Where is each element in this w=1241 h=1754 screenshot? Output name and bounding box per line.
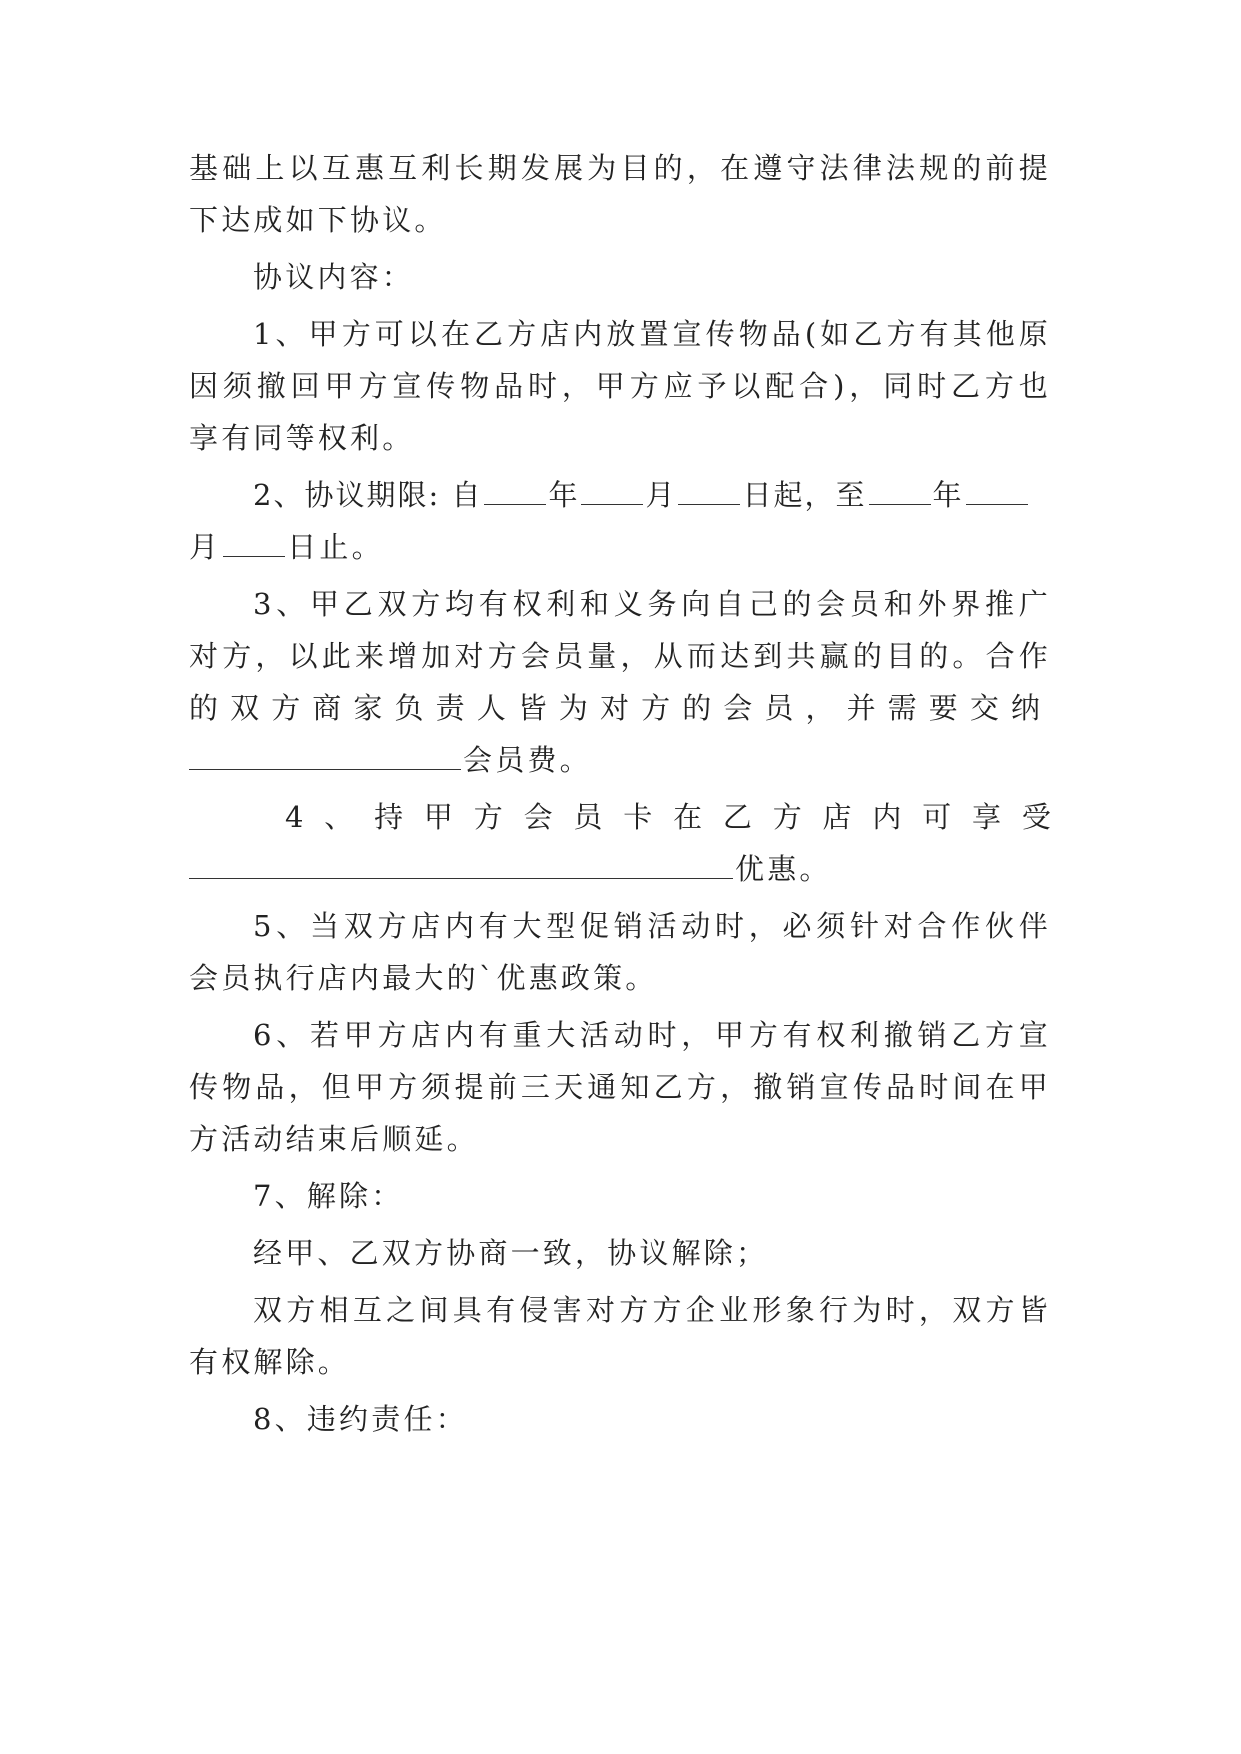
clause-3-line: 3、甲乙双方均有权利和义务向自己的会员和外界推广 [253,587,1051,621]
month-start-blank [581,476,643,505]
day-to-label: 日止。 [287,530,384,564]
char: 受 [1021,800,1051,834]
year-end-blank [869,476,931,505]
clause-3-line: 的双方商家负责人皆为对方的会员，并需要交纳 [189,691,1051,725]
month-label: 月 [189,530,222,564]
year-label: 年 [932,478,964,512]
char: 、 [324,800,354,834]
clause-2-line [253,475,1051,515]
clause-6-line: 传物品，但甲方须提前三天通知乙方，撤销宣传品时间在甲 [189,1070,1051,1104]
char: 4 [285,800,304,834]
year-start-blank [484,476,546,505]
clause-2-line [189,527,1051,567]
day-from-label: 日起，至 [742,478,867,512]
day-end-blank [223,528,285,557]
char: 可 [922,800,952,834]
char: 员 [573,800,603,834]
clause-1-line: 因须撤回甲方宣传物品时，甲方应予以配合)，同时乙方也 [189,369,1051,403]
char: 持 [374,800,404,834]
clause-3-line: 对方，以此来增加对方会员量，从而达到共赢的目的。合作 [189,639,1051,673]
clause-7-line: 双方相互之间具有侵害对方方企业形象行为时，双方皆 [253,1293,1051,1327]
clause-1-line: 1、甲方可以在乙方店内放置宣传物品(如乙方有其他原 [253,317,1051,351]
membership-fee-label: 会员费。 [463,743,592,777]
clause-8-heading: 8、违约责任： [253,1402,468,1436]
year-label: 年 [548,478,580,512]
month-label: 月 [645,478,677,512]
char: 甲 [423,800,453,834]
paragraph-line: 基础上以互惠互利长期发展为目的，在遵守法律法规的前提 [189,151,1051,185]
char: 方 [772,800,802,834]
clause-4-line [189,849,1051,889]
char: 店 [822,800,852,834]
clause-6-line: 6、若甲方店内有重大活动时，甲方有权利撤销乙方宣 [253,1018,1051,1052]
section-heading: 协议内容： [253,260,415,294]
char: 乙 [722,800,752,834]
char: 会 [523,800,553,834]
clause-1-line: 享有同等权利。 [189,421,415,455]
char: 享 [972,800,1002,834]
paragraph-line: 下达成如下协议。 [189,203,447,237]
discount-label: 优惠。 [735,852,832,886]
clause-7-line: 经甲、乙双方协商一致，协议解除； [253,1236,769,1270]
char: 在 [673,800,703,834]
day-start-blank [678,476,740,505]
clause-5-line: 会员执行店内最大的`优惠政策。 [189,961,658,995]
clause-6-line: 方活动结束后顺延。 [189,1122,479,1156]
char: 方 [473,800,503,834]
membership-fee-blank [189,741,461,770]
clause-7-heading: 7、解除： [253,1179,404,1213]
clause-3-line [189,740,1051,780]
clause-4-line [285,797,1051,837]
char: 内 [872,800,902,834]
char: 卡 [623,800,653,834]
clause-5-line: 5、当双方店内有大型促销活动时，必须针对合作伙伴 [253,909,1051,943]
discount-blank [189,850,733,879]
clause-7-line: 有权解除。 [189,1345,351,1379]
month-end-blank-part [966,476,1028,505]
clause-2-prefix: 2、协议期限: 自 [253,478,483,512]
